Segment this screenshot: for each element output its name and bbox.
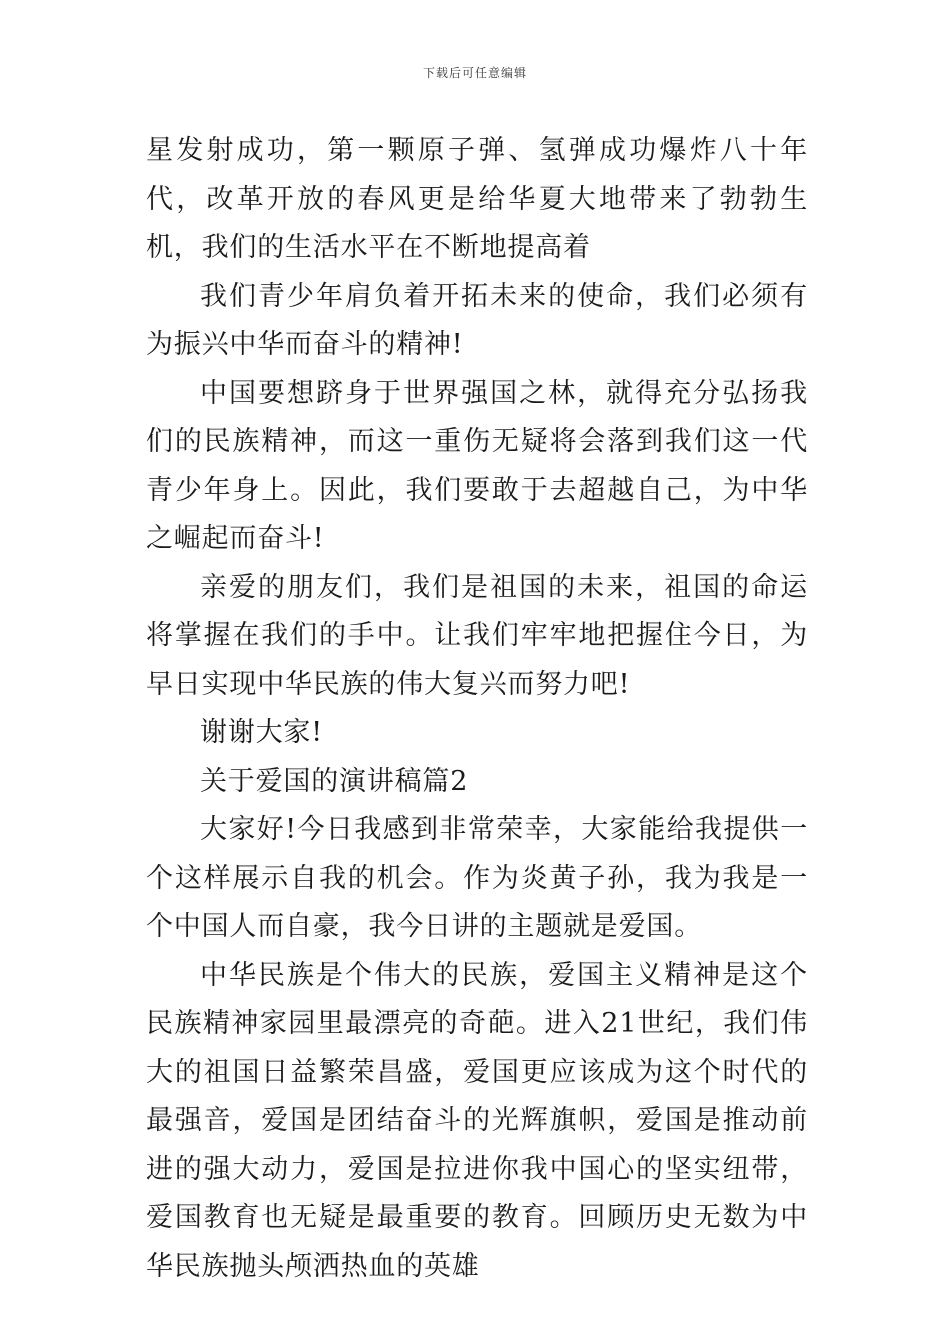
page-header-note: 下载后可任意编辑	[422, 66, 527, 80]
section-heading: 关于爱国的演讲稿篇2	[200, 765, 469, 797]
paragraph-national-spirit: 中国要想跻身于世界强国之林，就得充分弘扬我们的民族精神，而这一重伤无疑将会落到我们这一代青少年身上。因此，我们要敢于去超越自己，为中华之崛起而奋斗!	[146, 377, 808, 554]
paragraph-patriotism: 中华民族是个伟大的民族，爱国主义精神是这个民族精神家园里最漂亮的奇葩。进入21世纪，我们伟大的祖国日益繁荣昌盛，爱国更应该成为这个时代的最强音，爱国是团结奋斗的光辉旗帜，爱国是推动前进的强大动力，爱国是拉进你我中国心的坚实纽带，爱国教育也无疑是最重要的教育。回顾历史无数为中华民族抛头颅洒热血的英雄	[146, 959, 808, 1282]
paragraph-youth-mission: 我们青少年肩负着开拓未来的使命，我们必须有为振兴中华而奋斗的精神!	[146, 280, 808, 360]
document-body	[146, 127, 808, 1291]
paragraph-greeting: 大家好!今日我感到非常荣幸，大家能给我提供一个这样展示自我的机会。作为炎黄子孙，我为我是一个中国人而自豪，我今日讲的主题就是爱国。	[146, 814, 808, 942]
paragraph-dear-friends: 亲爱的朋友们，我们是祖国的未来，祖国的命运将掌握在我们的手中。让我们牢牢地把握住今日，为早日实现中华民族的伟大复兴而努力吧!	[146, 571, 808, 700]
paragraph-thanks: 谢谢大家!	[200, 717, 323, 748]
paragraph-continuation: 星发射成功，第一颗原子弹、氢弹成功爆炸八十年代，改革开放的春风更是给华夏大地带来了勃勃生机，我们的生活水平在不断地提高着	[146, 135, 808, 263]
